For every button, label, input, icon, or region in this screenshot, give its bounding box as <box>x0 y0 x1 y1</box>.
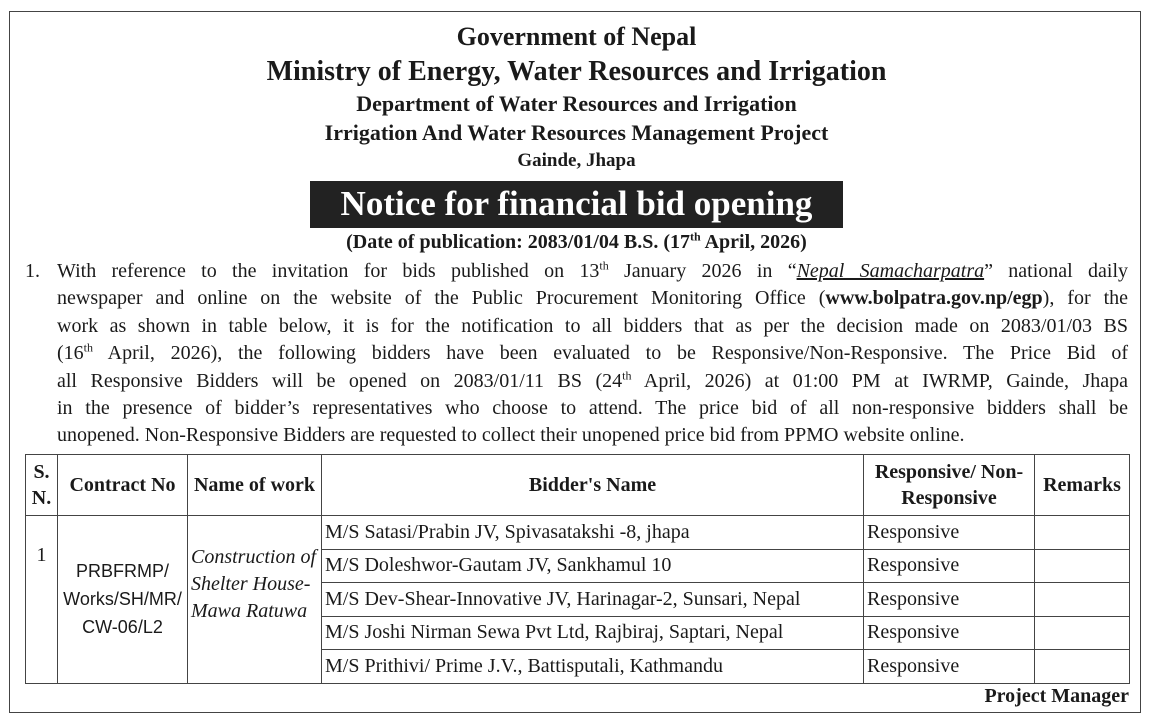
table-row <box>26 516 1130 550</box>
responsive-status: Responsive <box>864 583 1035 617</box>
bidder-name: M/S Doleshwor-Gautam JV, Sankhamul 10 <box>322 549 864 583</box>
department-heading: Department of Water Resources and Irrigation <box>356 91 797 116</box>
header-sn: S. N. <box>26 455 58 516</box>
header-remarks: Remarks <box>1035 455 1130 516</box>
work-name: Construction of Shelter House-Mawa Ratuwa <box>188 516 322 684</box>
notice-paragraph: With reference to the invitation for bids published on 13th January 2026 in “Nepal Samacharpatra” national daily newspaper and online on the website of the Public Procurement Monitoring Office (www.bolpatra.gov.np/egp), for the work as shown in table below, it is for the notification to all bidders that as per the decision made on 2083/01/03 BS (16th April, 2026), the following bidders have been evaluated to be Responsive/Non-Responsive. The Price Bid of all Responsive Bidders will be opened on 2083/01/11 BS (24th April, 2026) at 01:00 PM at IWRMP, Gainde, Jhapa in the presence of bidder’s representatives who choose to attend. The price bid of all non-responsive bidders shall be unopened. Non-Responsive Bidders are requested to collect their unopened price bid from PPMO website online. <box>57 258 1129 447</box>
bolpatra-url: www.bolpatra.gov.np/egp <box>825 287 1043 310</box>
bidders-table <box>25 454 1130 684</box>
paragraph-number: 1. <box>25 260 40 282</box>
bidder-name: M/S Satasi/Prabin JV, Spivasatakshi -8, jhapa <box>322 516 864 550</box>
serial-number: 1 <box>26 516 58 684</box>
ministry-heading: Ministry of Energy, Water Resources and Irrigation <box>266 56 887 87</box>
bidder-name: M/S Dev-Shear-Innovative JV, Harinagar-2, Sunsari, Nepal <box>322 583 864 617</box>
government-heading: Government of Nepal <box>456 22 697 51</box>
signature: Project Manager <box>984 685 1129 707</box>
header-responsive: Responsive/ Non-Responsive <box>864 455 1035 516</box>
remarks-cell <box>1035 583 1130 617</box>
responsive-status: Responsive <box>864 650 1035 684</box>
responsive-status: Responsive <box>864 516 1035 550</box>
header-contract-no: Contract No <box>58 455 188 516</box>
bidder-name: M/S Joshi Nirman Sewa Pvt Ltd, Rajbiraj, Saptari, Nepal <box>322 616 864 650</box>
notice-title: Notice for financial bid opening <box>310 181 843 228</box>
publication-date: (Date of publication: 2083/01/04 B.S. (17th April, 2026) <box>346 229 807 253</box>
project-heading: Irrigation And Water Resources Management Project <box>324 120 829 145</box>
header-work-name: Name of work <box>188 455 322 516</box>
contract-number: PRBFRMP/ Works/SH/MR/ CW-06/L2 <box>58 516 188 684</box>
remarks-cell <box>1035 549 1130 583</box>
remarks-cell <box>1035 616 1130 650</box>
bidder-name: M/S Prithivi/ Prime J.V., Battisputali, Kathmandu <box>322 650 864 684</box>
remarks-cell <box>1035 516 1130 550</box>
responsive-status: Responsive <box>864 549 1035 583</box>
newspaper-name: Nepal Samacharpatra <box>796 260 985 282</box>
responsive-status: Responsive <box>864 616 1035 650</box>
table-header-row <box>26 455 1130 516</box>
remarks-cell <box>1035 650 1130 684</box>
header-bidder-name: Bidder's Name <box>322 455 864 516</box>
location-heading: Gainde, Jhapa <box>517 150 636 171</box>
